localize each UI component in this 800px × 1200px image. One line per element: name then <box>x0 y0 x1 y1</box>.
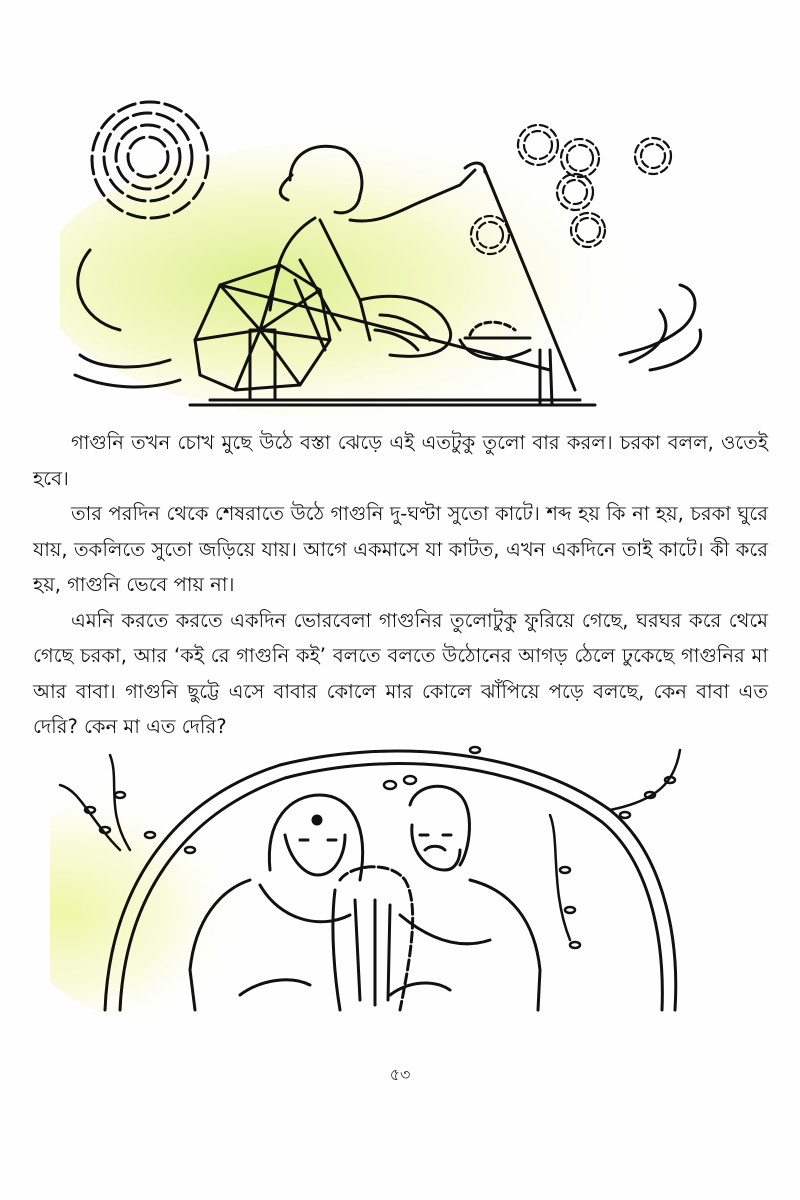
parents-embrace-illustration <box>50 740 750 1020</box>
spinning-wheel-illustration <box>60 100 750 420</box>
paragraph-3: এমনি করতে করতে একদিন ভোরবেলা গাগুনির তুলোটুকু ফুরিয়ে গেছে, ঘরঘর করে থেমে গেছে চরকা, আর ‘কই রে গাগুনি কই’ বলতে বলতে উঠোনের আগড় ঠেলে ঢুকেছে গাগুনির মা আর বাবা। গাগুনি ছুট্টে এসে বাবার কোলে মার কোলে ঝাঁপিয়ে পড়ে বলছে, কেন বাবা এত দেরি? কেন মা এত দেরি? <box>33 608 768 738</box>
page-number: ৫৩ <box>389 1065 411 1084</box>
paragraph-1: গাগুনি তখন চোখ মুছে উঠে বস্তা ঝেড়ে এই এতটুকু তুলো বার করল। চরকা বলল, ওতেই হবে। <box>33 431 768 490</box>
yellow-wash <box>50 770 370 1020</box>
story-text <box>33 425 768 745</box>
yellow-wash <box>60 140 680 420</box>
paragraph-2: তার পরদিন থেকে শেষরাতে উঠে গাগুনি দু-ঘণ্টা সুতো কাটে। শব্দ হয় কি না হয়, চরকা ঘুরে যায়, তকলিতে সুতো জড়িয়ে যায়। আগে একমাসে যা কাটত, এখন একদিনে তাই কাটে। কী করে হয়, গাগুনি ভেবে পায় না। <box>33 502 768 596</box>
